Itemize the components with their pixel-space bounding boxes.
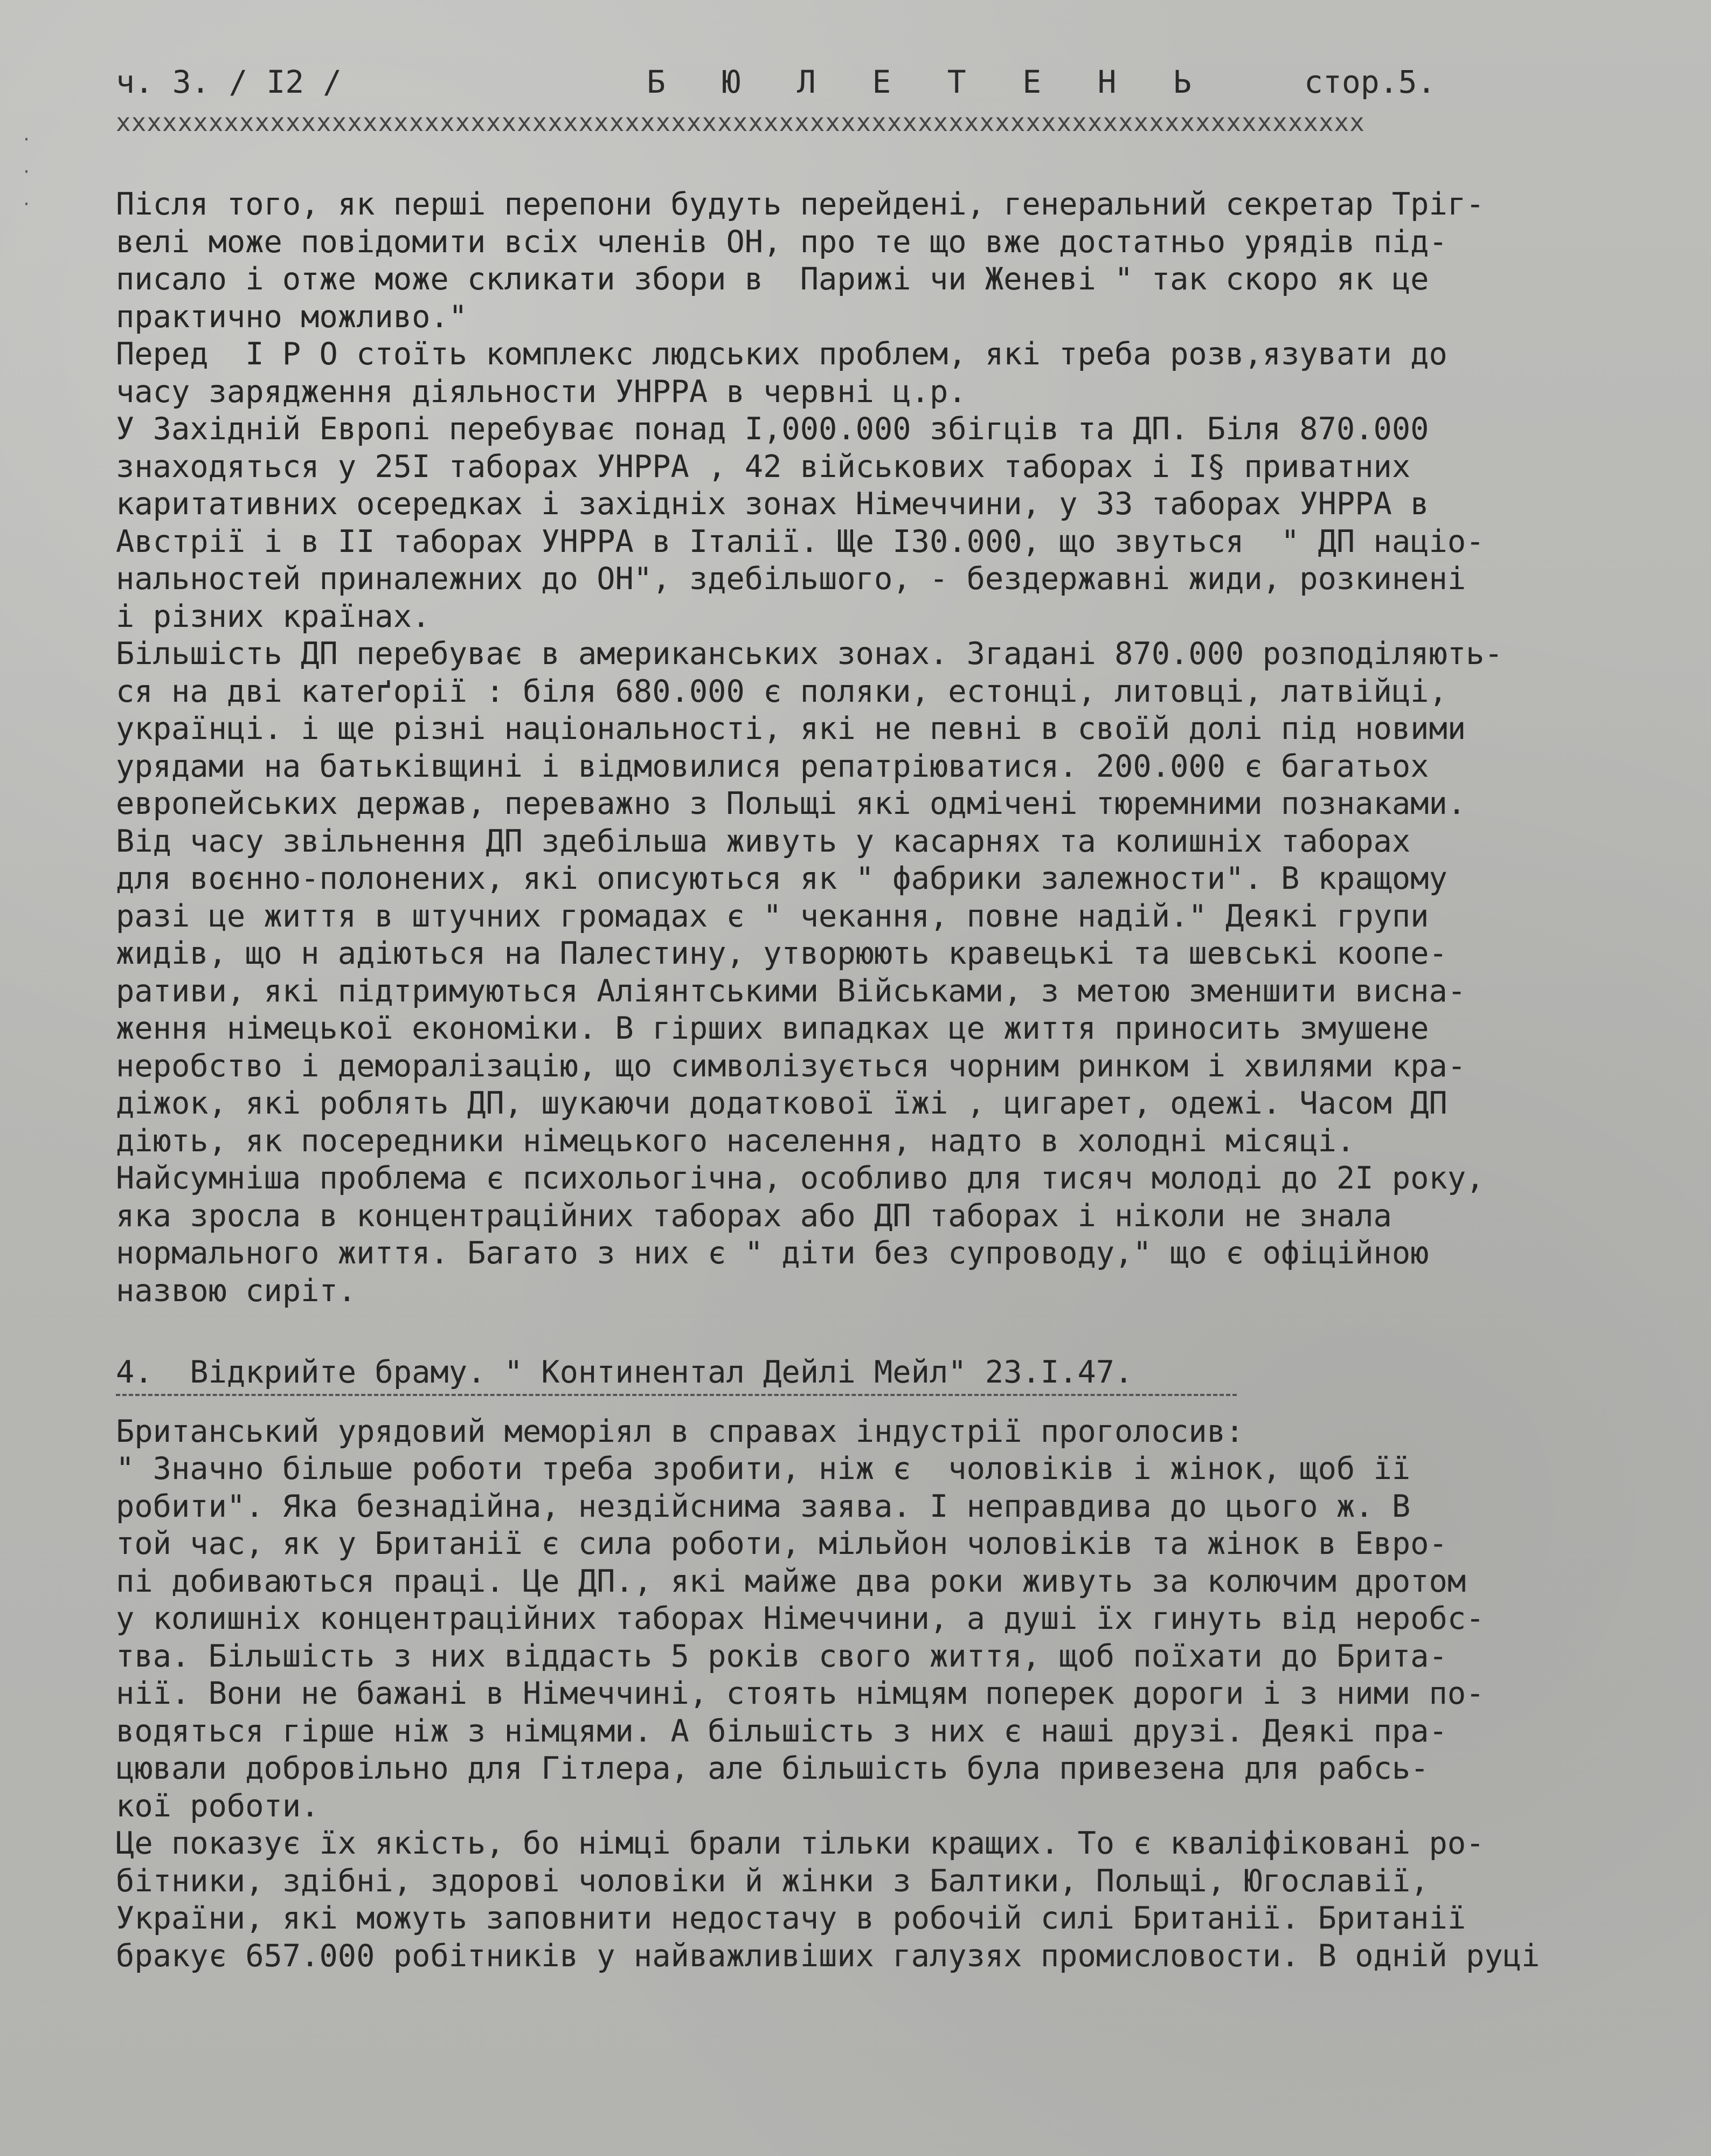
text-line: нормального життя. Багато з них є " діти без супроводу," що є офіційною bbox=[116, 1235, 1429, 1271]
text-line: робити". Яка безнадійна, нездійснима заява. І неправдива до цього ж. В bbox=[116, 1488, 1411, 1524]
text-line: Від часу звільнення ДП здебільша живуть у касарнях та колишніх таборах bbox=[116, 823, 1411, 859]
issue-number: ч. 3. / I2 / bbox=[116, 64, 342, 100]
paragraph-section-3 bbox=[116, 186, 1679, 1310]
text-line: Найсумніша проблема є психольогічна, особливо для тисяч молоді до 2І року, bbox=[116, 1160, 1485, 1196]
text-line: писало і отже може скликати збори в Парижі чи Женеві " так скоро як це bbox=[116, 261, 1429, 297]
text-line: нальностей приналежних до ОН", здебільшого, - бездержавні жиди, розкинені bbox=[116, 561, 1466, 597]
text-line: Більшість ДП перебуває в американських зонах. Згадані 870.000 розподіляють- bbox=[116, 636, 1503, 672]
text-line: каритативних осередках і західніх зонах Німеччини, у 33 таборах УНРРА в bbox=[116, 486, 1429, 522]
page-number: стор.5. bbox=[1304, 64, 1436, 100]
heading-underline bbox=[116, 1392, 1679, 1413]
text-line: і різних країнах. bbox=[116, 598, 431, 634]
text-line: Перед І Р О стоїть комплекс людських проблем, які треба розв,язувати до bbox=[116, 336, 1447, 372]
text-line: У Західній Европі перебуває понад І,000.000 збігців та ДП. Біля 870.000 bbox=[116, 411, 1429, 447]
text-line: кої роботи. bbox=[116, 1788, 320, 1824]
text-line: знаходяться у 25І таборах УНРРА , 42 військових таборах і І§ приватних bbox=[116, 448, 1411, 485]
section-gap bbox=[116, 1310, 1679, 1354]
text-line: водяться гірше ніж з німцями. А більшість з них є наші друзі. Деякі пра- bbox=[116, 1713, 1447, 1749]
section-4-heading: 4. Відкрийте браму. " Континентал Дейлі Мейл" 23.І.47. bbox=[116, 1355, 1133, 1390]
text-line: України, які можуть заповнити недостачу в робочій силі Британії. Британії bbox=[116, 1901, 1466, 1936]
text-line: бракує 657.000 робітників у найважливіших галузях промисловости. В одній руці bbox=[116, 1938, 1540, 1974]
page-header bbox=[116, 64, 1668, 112]
margin-marks: · · · bbox=[22, 130, 32, 214]
text-line: діжок, які роблять ДП, шукаючи додаткової їжі , цигарет, одежі. Часом ДП bbox=[116, 1086, 1447, 1121]
text-line: той час, як у Британії є сила роботи, мільйон чоловіків та жінок в Евро- bbox=[116, 1526, 1447, 1561]
text-line: урядами на батьківщині і відмовилися репатріюватися. 200.000 є багатьох bbox=[116, 748, 1429, 784]
text-line: практично можливо." bbox=[116, 299, 468, 335]
text-line: у колишніх концентраційних таборах Німеччини, а душі їх гинуть від неробс- bbox=[116, 1601, 1485, 1636]
text-line: Британський урядовий меморіял в справах індустрії проголосив: bbox=[116, 1413, 1244, 1449]
text-line: українці. і ще різні національності, які не певні в своїй долі під новими bbox=[116, 711, 1466, 747]
text-line: велі може повідомити всіх членів ОН, про те що вже достатньо урядів під- bbox=[116, 224, 1447, 260]
text-line: часу зарядження діяльности УНРРА в червні ц.р. bbox=[116, 374, 967, 410]
text-line: ся на дві катеґорії : біля 680.000 є поляки, естонці, литовці, латвійці, bbox=[116, 673, 1447, 709]
text-line: неробство і деморалізацію, що символізується чорним ринком і хвилями кра- bbox=[116, 1048, 1466, 1084]
text-line: яка зросла в концентраційних таборах або ДП таборах і ніколи не знала bbox=[116, 1198, 1392, 1234]
text-line: европейських держав, переважно з Польщі які одмічені тюремними познаками. bbox=[116, 786, 1466, 821]
text-line: " Значно більше роботи треба зробити, ніж є чоловіків і жінок, щоб її bbox=[116, 1451, 1411, 1487]
text-line: Австрії і в ІІ таборах УНРРА в Італії. Ще І30.000, що звуться " ДП націо- bbox=[116, 523, 1485, 559]
separator-line: xxxxxxxxxxxxxxxxxxxxxxxxxxxxxxxxxxxxxxxxxxxxxxxxxxxxxxxxxxxxxxxxxxxxxxxxxxxxxxxxx bbox=[116, 108, 1365, 137]
text-line: бітники, здібні, здорові чоловіки й жінки з Балтики, Польщі, Югославії, bbox=[116, 1863, 1429, 1899]
text-line: діють, як посередники німецького населення, надто в холодні місяці. bbox=[116, 1123, 1355, 1159]
text-line: назвою сиріт. bbox=[116, 1273, 357, 1309]
text-line: пі добиваються праці. Це ДП., які майже два роки живуть за колючим дротом bbox=[116, 1563, 1466, 1599]
text-line: для воєнно-полонених, які описуються як " фабрики залежности". В кращому bbox=[116, 861, 1447, 896]
text-line: жидів, що н адіються на Палестину, утворюють кравецькі та шевські коопе- bbox=[116, 936, 1447, 971]
bulletin-title: Б Ю Л Е Т Е Н Ь bbox=[647, 64, 1210, 100]
text-line: разі це життя в штучних громадах є " чекання, повне надій." Деякі групи bbox=[116, 898, 1429, 934]
text-line: цювали добровільно для Гітлера, але більшість була привезена для рабсь- bbox=[116, 1751, 1429, 1786]
text-line: Після того, як перші перепони будуть перейдені, генеральний секретар Тріг- bbox=[116, 186, 1485, 222]
text-line: Це показує їх якість, бо німці брали тільки кращих. То є кваліфіковані ро- bbox=[116, 1826, 1485, 1861]
text-line: тва. Більшість з них віддасть 5 років свого життя, щоб поїхати до Брита- bbox=[116, 1638, 1447, 1674]
text-line: ження німецької економіки. В гірших випадках це життя приносить змушене bbox=[116, 1011, 1429, 1046]
document-body bbox=[116, 186, 1679, 1975]
text-line: нії. Вони не бажані в Німеччині, стоять німцям поперек дороги і з ними по- bbox=[116, 1676, 1485, 1711]
text-line: ративи, які підтримуються Аліянтськими Військами, з метою зменшити висна- bbox=[116, 973, 1466, 1009]
paragraph-section-4 bbox=[116, 1413, 1679, 1975]
